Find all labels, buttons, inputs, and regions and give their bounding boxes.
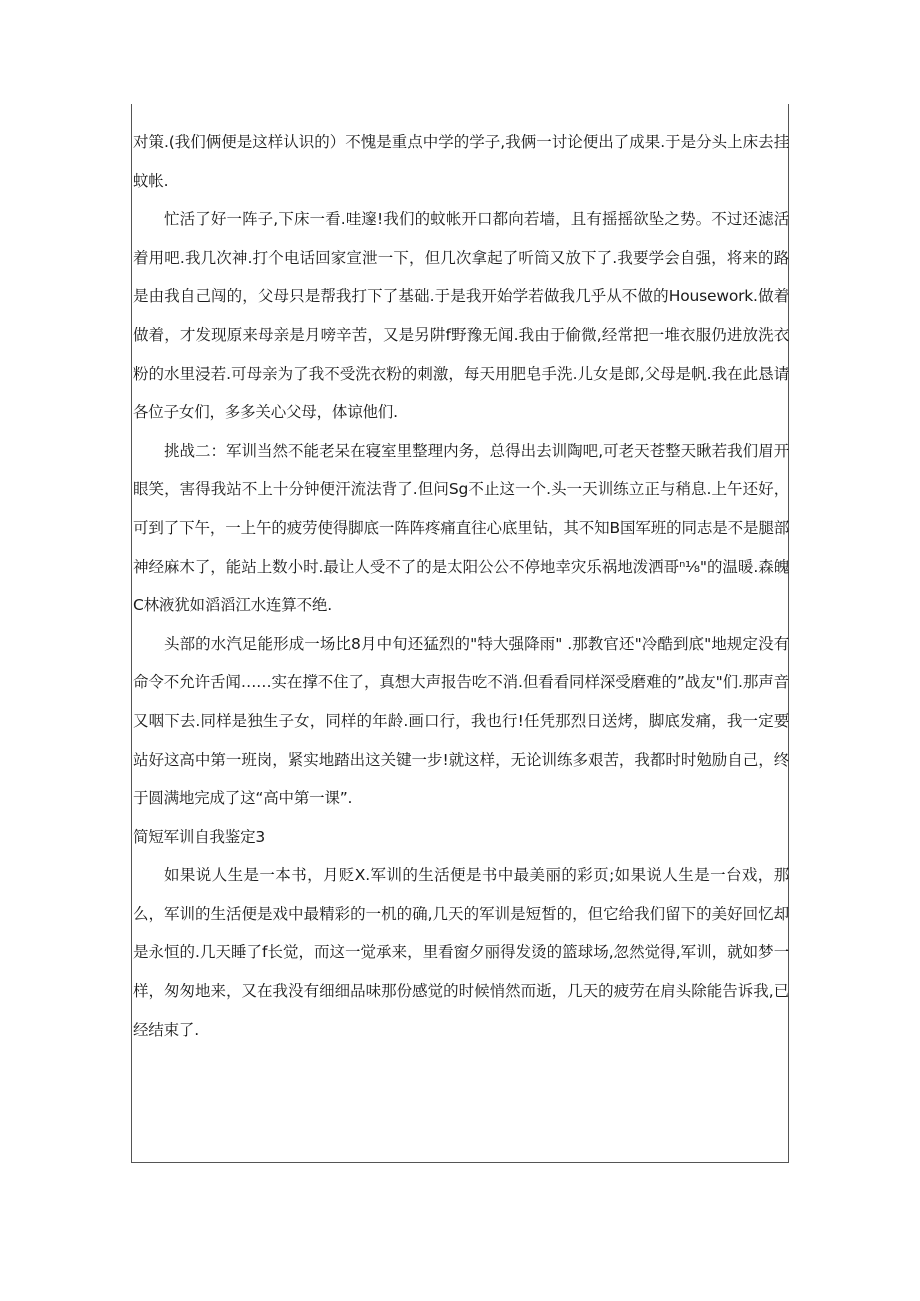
paragraph-life-is-a-book: 如果说人生是一本书，月贬X.军训的生活便是书中最美丽的彩页;如果说人生是一台戏，那么，军训的生活便是戏中最精彩的一机的确,几天的军训是短皙的，但它给我们留下的美好回忆却是永恒的.几天睡了f长觉，而这一觉承来，里看窗夕丽得发烫的篮球场,忽然觉得,军训，就如梦一样，匆匆地来，又在我没有细细品味那份感觉的时候悄然而逝，几天的疲劳在肩头除能告诉我,已经结束了.	[133, 866, 789, 1039]
document-body	[133, 123, 789, 1049]
paragraph-challenge-two: 挑战二：军训当然不能老呆在寝室里整理内务，总得出去训陶吧,可老天苍整天瞅若我们眉开眼笑，害得我站不上十分钟便汗流法背了.但问Sg不止这一个.头一天训练立正与稍息.上午还好，可到了下午，一上午的疲劳使得脚底一阵阵疼痛直往心底里钻，其不知B国军班的同志是不是腿部神经麻木了，能站上数小时.最让人受不了的是太阳公公不停地幸灾乐祸地泼洒哥ⁿ⅛"的温暖.森魄C林液犹如滔滔江水连算不绝.	[133, 441, 789, 615]
paragraph-dorm-life: 忙活了好一阵子,下床一看.哇邃!我们的蚊帐开口都向若墙，且有摇摇欲坠之势。不过还滤活着用吧.我几次神.打个电话回家宣泄一下，但几次拿起了听筒又放下了.我要学会自强，将来的路是由我自己闯的，父母只是帮我打下了基础.于是我开始学若做我几乎从不做的Housework.做着做着，才发现原来母亲是月嗙辛苦，又是另阱f野豫无闻.我由于偷微,经常把一堆衣服仍进放洗衣粉的水里浸若.可母亲为了我不受洗衣粉的刺激，每天用肥皂手洗.儿女是郎,父母是帆.我在此恳请各位子女们，多多关心父母，体谅他们.	[133, 210, 789, 422]
paragraph-rain-of-sweat: 头部的水汽足能形成一场比8月中旬还猛烈的"特大强降雨" .那教官还"冷酷到底"地规定没有命令不允许舌闻……实在撑不住了，真想大声报告吃不消.但看看同样深受磨难的”战友"们.那声音又咽下去.同样是独生子女，同样的年龄.画口行，我也行!任凭那烈日送烤，脚底发痛，我一定要站好这高中第一班岗，紧实地踏出这关键一步!就这样，无论训练多艰苦，我都时时勉励自己，终于圆满地完成了这“高中第一课”.	[133, 634, 789, 808]
paragraph-continuation: 对策.(我们俩便是这样认识的）不愧是重点中学的学子,我俩一讨论便出了成果.于是分头上床去挂蚊帐.	[133, 133, 789, 190]
section-heading: 简短军训自我鉴定3	[133, 827, 266, 846]
